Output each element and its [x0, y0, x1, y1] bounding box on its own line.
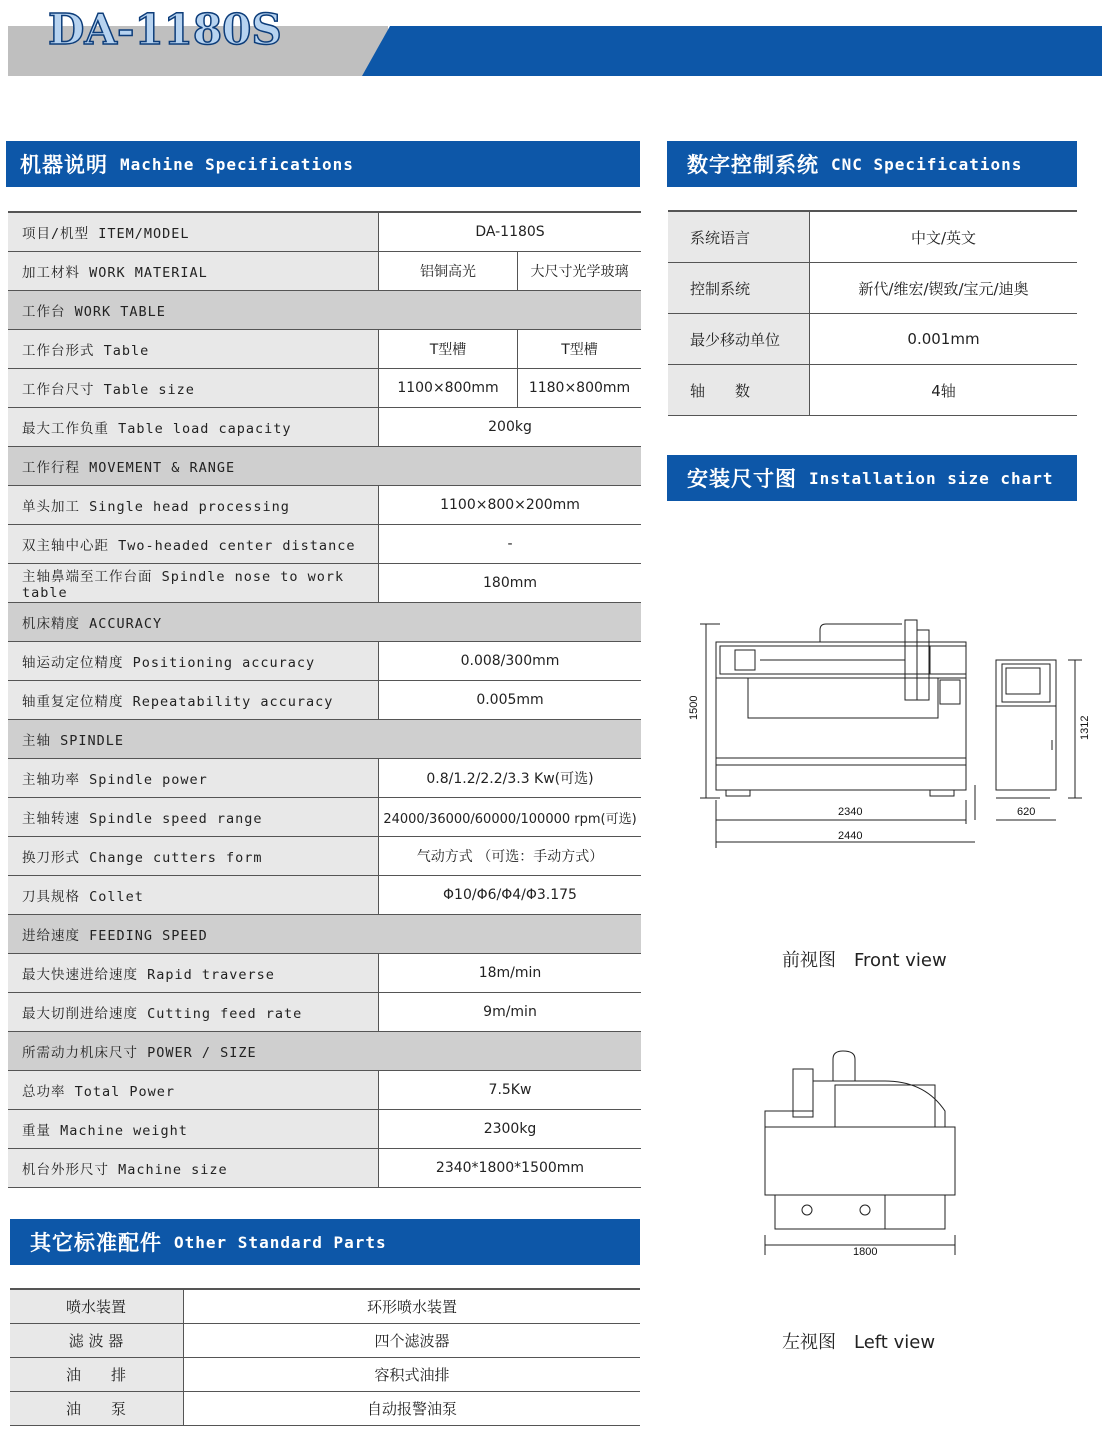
section-machine-specs [6, 141, 640, 187]
section-heading: 主轴 SPINDLE [8, 720, 641, 759]
section-heading: 进给速度 FEEDING SPEED [8, 915, 641, 954]
standard-parts-table [10, 1288, 640, 1426]
section-title-cn: 数字控制系统 [687, 153, 819, 177]
spec-label: 主轴鼻端至工作台面 Spindle nose to work table [8, 564, 379, 603]
spec-label: 主轴转速 Spindle speed range [8, 798, 379, 837]
spec-value: 气动方式 （可选：手动方式） [379, 837, 642, 876]
table-row [668, 365, 1077, 416]
table-row [10, 1358, 640, 1392]
table-row [8, 993, 641, 1032]
table-row [668, 314, 1077, 365]
part-value: 四个滤波器 [184, 1324, 641, 1358]
dim-width-outer: 2440 [838, 830, 863, 842]
spec-label: 轴重复定位精度 Repeatability accuracy [8, 681, 379, 720]
table-row [8, 212, 641, 252]
table-row [8, 837, 641, 876]
spec-label: 工作台尺寸 Table size [8, 369, 379, 408]
table-row [8, 1110, 641, 1149]
table-row [8, 408, 641, 447]
part-label: 油 泵 [10, 1392, 184, 1426]
spec-label: 最大快速进给速度 Rapid traverse [8, 954, 379, 993]
spec-label: 刀具规格 Collet [8, 876, 379, 915]
spec-value: 7.5Kw [379, 1071, 642, 1110]
spec-value: 铝铜高光 [379, 252, 518, 291]
spec-value: 180mm [379, 564, 642, 603]
table-row [8, 642, 641, 681]
table-row [8, 798, 641, 837]
header-blue-band [362, 26, 1102, 76]
table-row [10, 1289, 640, 1324]
left-view-drawing [755, 1045, 965, 1265]
section-title-en: Installation size chart [809, 468, 1054, 488]
spec-label: 主轴功率 Spindle power [8, 759, 379, 798]
table-section-row [8, 291, 641, 330]
part-value: 自动报警油泵 [184, 1392, 641, 1426]
section-title-cn: 其它标准配件 [30, 1231, 162, 1255]
spec-label: 最大工作负重 Table load capacity [8, 408, 379, 447]
spec-value: T型槽 [379, 330, 518, 369]
spec-value: 0.005mm [379, 681, 642, 720]
cnc-value: 0.001mm [810, 314, 1078, 365]
table-row [668, 263, 1077, 314]
section-title-en: Machine Specifications [120, 154, 354, 174]
dim-left-width: 1800 [853, 1246, 878, 1258]
cnc-spec-table [668, 210, 1077, 416]
spec-label: 项目/机型 ITEM/MODEL [8, 212, 379, 252]
section-title-en: Other Standard Parts [174, 1232, 387, 1252]
section-heading: 所需动力机床尺寸 POWER / SIZE [8, 1032, 641, 1071]
section-title-en: CNC Specifications [831, 154, 1023, 174]
table-row [8, 330, 641, 369]
front-view-caption: 前视图 Front view [782, 950, 947, 971]
spec-value: 24000/36000/60000/100000 rpm(可选) [379, 798, 642, 837]
spec-label: 最大切削进给速度 Cutting feed rate [8, 993, 379, 1032]
spec-value: T型槽 [518, 330, 642, 369]
part-label: 油 排 [10, 1358, 184, 1392]
section-install-chart [667, 455, 1077, 501]
section-heading: 工作行程 MOVEMENT & RANGE [8, 447, 641, 486]
spec-value: 1180×800mm [518, 369, 642, 408]
table-section-row [8, 1032, 641, 1071]
table-row [8, 369, 641, 408]
spec-value: 0.8/1.2/2.2/3.3 Kw(可选) [379, 759, 642, 798]
table-row [8, 1149, 641, 1188]
table-row [8, 759, 641, 798]
table-section-row [8, 720, 641, 759]
table-section-row [8, 915, 641, 954]
spec-value: 0.008/300mm [379, 642, 642, 681]
spec-value: 9m/min [379, 993, 642, 1032]
cnc-label: 轴 数 [668, 365, 810, 416]
spec-label: 换刀形式 Change cutters form [8, 837, 379, 876]
spec-value: DA-1180S [379, 212, 642, 252]
dim-side-width: 620 [1017, 806, 1036, 818]
front-view-drawing [680, 610, 1100, 860]
table-row [8, 486, 641, 525]
table-section-row [8, 447, 641, 486]
spec-label: 重量 Machine weight [8, 1110, 379, 1149]
table-row [10, 1324, 640, 1358]
section-cnc-specs [667, 141, 1077, 187]
dim-width-inner: 2340 [838, 806, 863, 818]
section-other-parts [10, 1219, 640, 1265]
table-row [8, 525, 641, 564]
table-row [10, 1392, 640, 1426]
spec-value: 1100×800×200mm [379, 486, 642, 525]
spec-label: 双主轴中心距 Two-headed center distance [8, 525, 379, 564]
dim-side-height: 1312 [1079, 715, 1091, 740]
spec-value: Φ10/Φ6/Φ4/Φ3.175 [379, 876, 642, 915]
table-row [8, 681, 641, 720]
table-row [8, 564, 641, 603]
part-label: 喷水装置 [10, 1289, 184, 1324]
spec-value: 200kg [379, 408, 642, 447]
cnc-value: 中文/英文 [810, 211, 1078, 263]
cnc-value: 新代/维宏/锲致/宝元/迪奥 [810, 263, 1078, 314]
spec-value: 1100×800mm [379, 369, 518, 408]
cnc-label: 控制系统 [668, 263, 810, 314]
spec-value: 18m/min [379, 954, 642, 993]
table-row [8, 252, 641, 291]
spec-value: - [379, 525, 642, 564]
part-value: 容积式油排 [184, 1358, 641, 1392]
section-heading: 工作台 WORK TABLE [8, 291, 641, 330]
dim-height: 1500 [688, 695, 700, 720]
cnc-value: 4轴 [810, 365, 1078, 416]
spec-label: 机台外形尺寸 Machine size [8, 1149, 379, 1188]
spec-value: 2340*1800*1500mm [379, 1149, 642, 1188]
left-view-caption: 左视图 Left view [782, 1332, 936, 1353]
part-value: 环形喷水装置 [184, 1289, 641, 1324]
spec-label: 单头加工 Single head processing [8, 486, 379, 525]
spec-label: 轴运动定位精度 Positioning accuracy [8, 642, 379, 681]
table-row [8, 954, 641, 993]
table-row [668, 211, 1077, 263]
machine-spec-table [8, 211, 641, 1188]
table-row [8, 1071, 641, 1110]
spec-value: 2300kg [379, 1110, 642, 1149]
cnc-label: 最少移动单位 [668, 314, 810, 365]
table-section-row [8, 603, 641, 642]
section-title-cn: 安装尺寸图 [687, 467, 797, 491]
spec-value: 大尺寸光学玻璃 [518, 252, 642, 291]
section-title-cn: 机器说明 [20, 153, 108, 177]
part-label: 滤 波 器 [10, 1324, 184, 1358]
model-title: DA-1180S [48, 5, 282, 54]
spec-label: 加工材料 WORK MATERIAL [8, 252, 379, 291]
spec-label: 总功率 Total Power [8, 1071, 379, 1110]
section-heading: 机床精度 ACCURACY [8, 603, 641, 642]
table-row [8, 876, 641, 915]
spec-label: 工作台形式 Table [8, 330, 379, 369]
cnc-label: 系统语言 [668, 211, 810, 263]
